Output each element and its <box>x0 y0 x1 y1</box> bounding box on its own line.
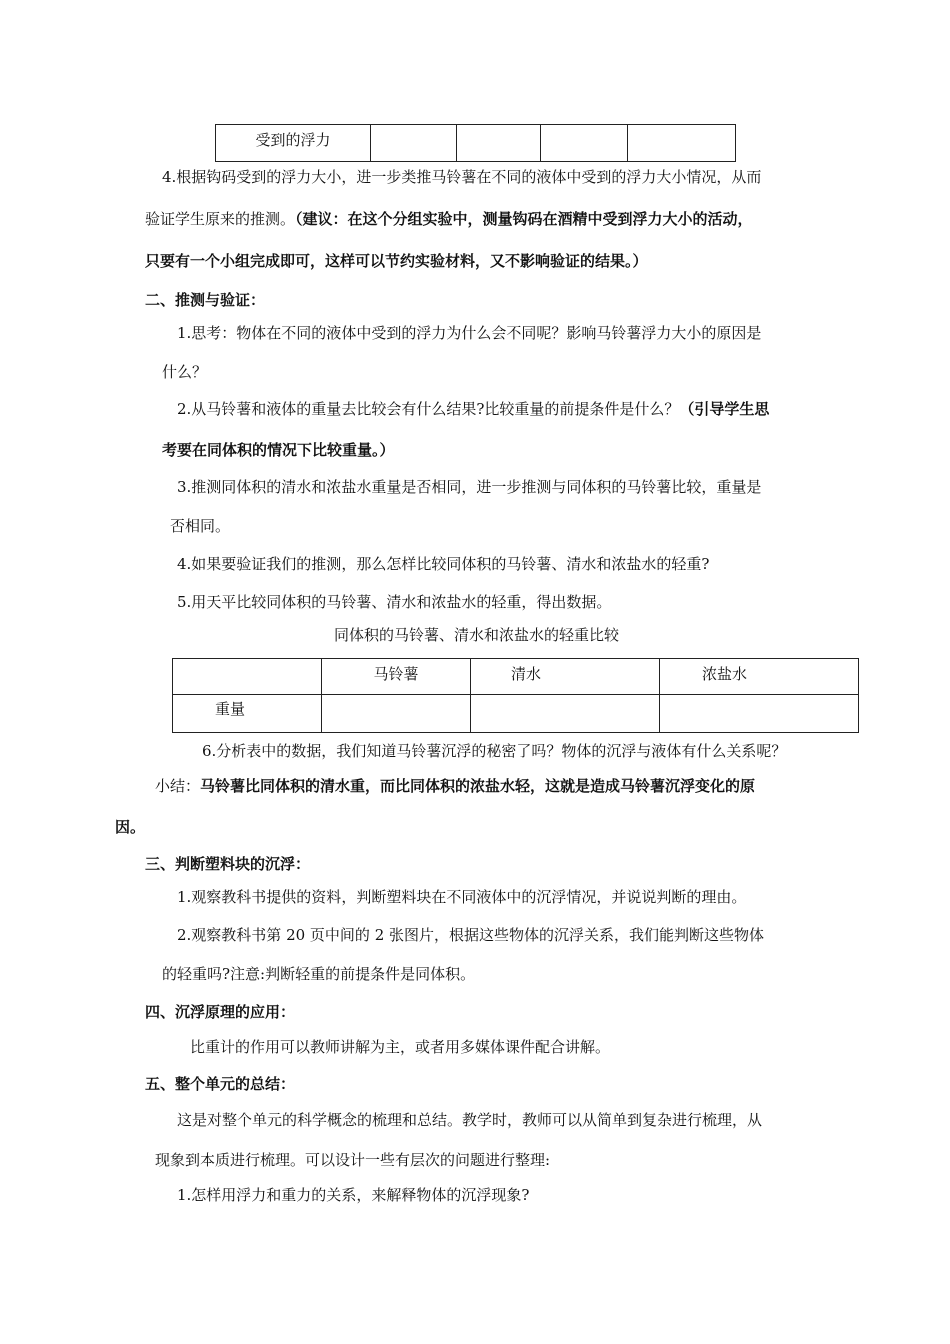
section-2-q6: 6.分析表中的数据，我们知道马铃薯沉浮的秘密了吗？物体的沉浮与液体有什么关系呢？ <box>202 742 787 760</box>
summary-line1 <box>155 775 755 796</box>
section-5-q1: 1.怎样用浮力和重力的关系，来解释物体的沉浮现象? <box>177 1186 530 1204</box>
paragraph-4-plain: 验证学生原来的推测。 <box>145 210 296 228</box>
table-header-cell <box>173 659 322 695</box>
table-header-potato: 马铃薯 <box>322 659 471 695</box>
weight-comparison-table <box>172 658 859 733</box>
paragraph-4-line2 <box>145 208 753 229</box>
section-3-p2-line1: 2.观察教科书第 20 页中间的 2 张图片，根据这些物体的沉浮关系，我们能判断这些物体 <box>177 926 765 944</box>
buoyancy-table <box>215 124 736 162</box>
table-row-label: 受到的浮力 <box>216 125 371 162</box>
section-4-p1: 比重计的作用可以教师讲解为主，或者用多媒体课件配合讲解。 <box>190 1038 611 1056</box>
section-3-p1: 1.观察教科书提供的资料，判断塑料块在不同液体中的沉浮情况，并说说判断的理由。 <box>177 888 747 906</box>
section-2-q2-line2: 考要在同体积的情况下比较重量。） <box>162 441 395 459</box>
section-2-q2-hint: （引导学生思 <box>679 400 770 418</box>
section-3-p2-line2: 的轻重吗?注意:判断轻重的前提条件是同体积。 <box>162 965 476 983</box>
table-row-label: 重量 <box>173 695 322 733</box>
table-cell <box>628 125 736 162</box>
table-cell <box>471 695 660 733</box>
section-2-q3-line2: 否相同。 <box>170 517 231 535</box>
section-5-heading: 五、整个单元的总结： <box>145 1075 296 1093</box>
section-2-q2-plain: 2.从马铃薯和液体的重量去比较会有什么结果?比较重量的前提条件是什么？ <box>177 400 680 418</box>
section-2-q1-line2: 什么？ <box>162 363 208 381</box>
table-header-salt-water: 浓盐水 <box>660 659 859 695</box>
section-2-q2-line1 <box>177 398 769 419</box>
table-cell <box>541 125 628 162</box>
summary-line2: 因。 <box>115 818 146 836</box>
section-3-heading: 三、判断塑料块的沉浮： <box>145 855 311 873</box>
table-cell <box>322 695 471 733</box>
summary-text: 马铃薯比同体积的清水重，而比同体积的浓盐水轻，这就是造成马铃薯沉浮变化的原 <box>200 777 756 795</box>
section-2-q3-line1: 3.推测同体积的清水和浓盐水重量是否相同，进一步推测与同体积的马铃薯比较，重量是 <box>177 478 762 496</box>
paragraph-4-line1: 4.根据钩码受到的浮力大小，进一步类推马铃薯在不同的液体中受到的浮力大小情况，从而 <box>162 168 762 186</box>
section-2-q5: 5.用天平比较同体积的马铃薯、清水和浓盐水的轻重，得出数据。 <box>177 593 612 611</box>
section-5-p1-line2: 现象到本质进行梳理。可以设计一些有层次的问题进行整理: <box>155 1151 551 1169</box>
table-cell <box>457 125 541 162</box>
table-header-water: 清水 <box>471 659 660 695</box>
table-caption: 同体积的马铃薯、清水和浓盐水的轻重比较 <box>334 626 620 644</box>
section-2-q1-line1: 1.思考：物体在不同的液体中受到的浮力为什么会不同呢？影响马铃薯浮力大小的原因是 <box>177 324 762 342</box>
paragraph-4-line3: 只要有一个小组完成即可，这样可以节约实验材料，又不影响验证的结果。） <box>145 252 648 270</box>
table-cell <box>660 695 859 733</box>
section-5-p1-line1: 这是对整个单元的科学概念的梳理和总结。教学时，教师可以从简单到复杂进行梳理，从 <box>177 1111 763 1129</box>
section-2-heading: 二、推测与验证： <box>145 291 266 309</box>
section-2-q4: 4.如果要验证我们的推测，那么怎样比较同体积的马铃薯、清水和浓盐水的轻重? <box>177 555 710 573</box>
summary-label: 小结： <box>155 777 201 795</box>
table-cell <box>371 125 457 162</box>
paragraph-4-suggestion: （建议：在这个分组实验中，测量钩码在酒精中受到浮力大小的活动， <box>295 210 753 228</box>
section-4-heading: 四、沉浮原理的应用： <box>145 1003 296 1021</box>
